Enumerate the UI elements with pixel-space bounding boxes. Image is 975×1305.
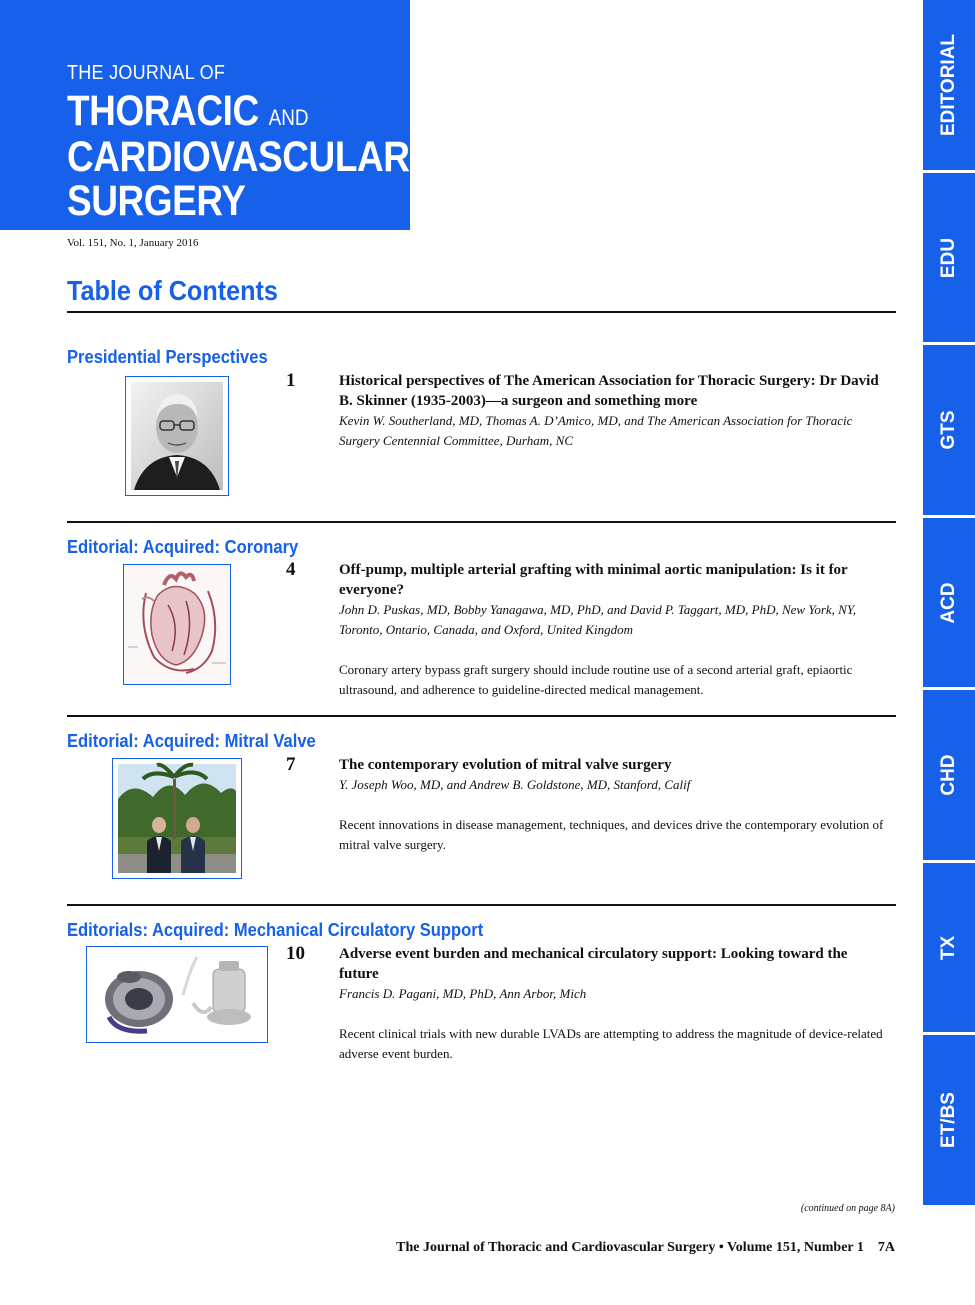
article-entry <box>339 560 884 700</box>
side-tab-etbs[interactable]: ET/BS <box>923 1035 975 1205</box>
article-entry <box>339 371 884 451</box>
lvad-devices-image <box>87 947 267 1042</box>
divider <box>67 521 896 523</box>
authors-photo-thumbnail[interactable] <box>112 758 242 879</box>
article-entry <box>339 944 884 1064</box>
side-tab-gts[interactable]: GTS <box>923 345 975 515</box>
volume-issue-line: Vol. 151, No. 1, January 2016 <box>67 237 199 249</box>
page-number[interactable]: 1 <box>286 370 296 391</box>
side-tab-editorial[interactable]: EDITORIAL <box>923 0 975 170</box>
page-number[interactable]: 10 <box>286 943 305 964</box>
article-summary: Recent innovations in disease management, techniques, and devices drive the contemporary evolution of mitral valve surgery. <box>339 817 884 852</box>
page-title: Table of Contents <box>67 275 278 306</box>
article-authors: Y. Joseph Woo, MD, and Andrew B. Goldstone, MD, Stanford, Calif <box>339 777 691 792</box>
article-title[interactable]: Adverse event burden and mechanical circulatory support: Looking toward the future <box>339 946 848 982</box>
side-tab-edu[interactable]: EDU <box>923 173 975 342</box>
section-heading: Presidential Perspectives <box>67 347 268 367</box>
journal-name-line4: SURGERY <box>67 177 246 225</box>
side-tab-tx[interactable]: TX <box>923 863 975 1032</box>
article-title[interactable]: Off-pump, multiple arterial grafting with minimal aortic manipulation: Is it for everyone? <box>339 562 848 598</box>
section-heading: Editorial: Acquired: Coronary <box>67 537 299 557</box>
page-footer: The Journal of Thoracic and Cardiovascular Surgery • Volume 151, Number 1 7A <box>396 1240 895 1255</box>
article-summary: Recent clinical trials with new durable LVADs are attempting to address the magnitude of device-related adverse event burden. <box>339 1026 883 1061</box>
divider <box>67 715 896 717</box>
portrait-thumbnail[interactable] <box>125 376 229 496</box>
article-authors: Kevin W. Southerland, MD, Thomas A. D’Amico, MD, and The American Association for Thoracic Surgery Centennial Committee, Durham, NC <box>339 413 853 448</box>
page-number[interactable]: 4 <box>286 559 296 580</box>
journal-name-line3: CARDIOVASCULAR <box>67 133 410 181</box>
authors-photo <box>113 759 241 878</box>
continued-note: (continued on page 8A) <box>800 1203 895 1214</box>
article-title[interactable]: Historical perspectives of The American Association for Thoracic Surgery: Dr David B. Skinner (1935-2003)—a surgeon and something more <box>339 373 879 409</box>
section-heading: Editorial: Acquired: Mitral Valve <box>67 731 316 751</box>
journal-name-line2: THORACIC AND <box>67 87 309 135</box>
article-authors: John D. Puskas, MD, Bobby Yanagawa, MD, PhD, and David P. Taggart, MD, PhD, New York, NY, Toronto, Ontario, Canada, and Oxford, United Kingdom <box>339 602 857 637</box>
side-tab-chd[interactable]: CHD <box>923 690 975 860</box>
article-entry <box>339 755 884 855</box>
heart-diagram-thumbnail[interactable] <box>123 564 231 685</box>
article-authors: Francis D. Pagani, MD, PhD, Ann Arbor, Mich <box>339 986 587 1001</box>
journal-name-line1: THE JOURNAL OF <box>67 62 226 84</box>
side-tab-acd[interactable]: ACD <box>923 518 975 687</box>
lvad-device-thumbnail[interactable] <box>86 946 268 1043</box>
page-number[interactable]: 7 <box>286 754 296 775</box>
portrait-image <box>126 377 228 495</box>
divider <box>67 311 896 313</box>
article-title[interactable]: The contemporary evolution of mitral valve surgery <box>339 757 672 773</box>
divider <box>67 904 896 906</box>
article-summary: Coronary artery bypass graft surgery should include routine use of a second arterial graft, epiaortic ultrasound, and adherence to guideline-directed medical management. <box>339 662 853 697</box>
section-heading: Editorials: Acquired: Mechanical Circulatory Support <box>67 920 484 940</box>
heart-graft-illustration <box>124 565 230 684</box>
journal-masthead <box>0 0 410 230</box>
